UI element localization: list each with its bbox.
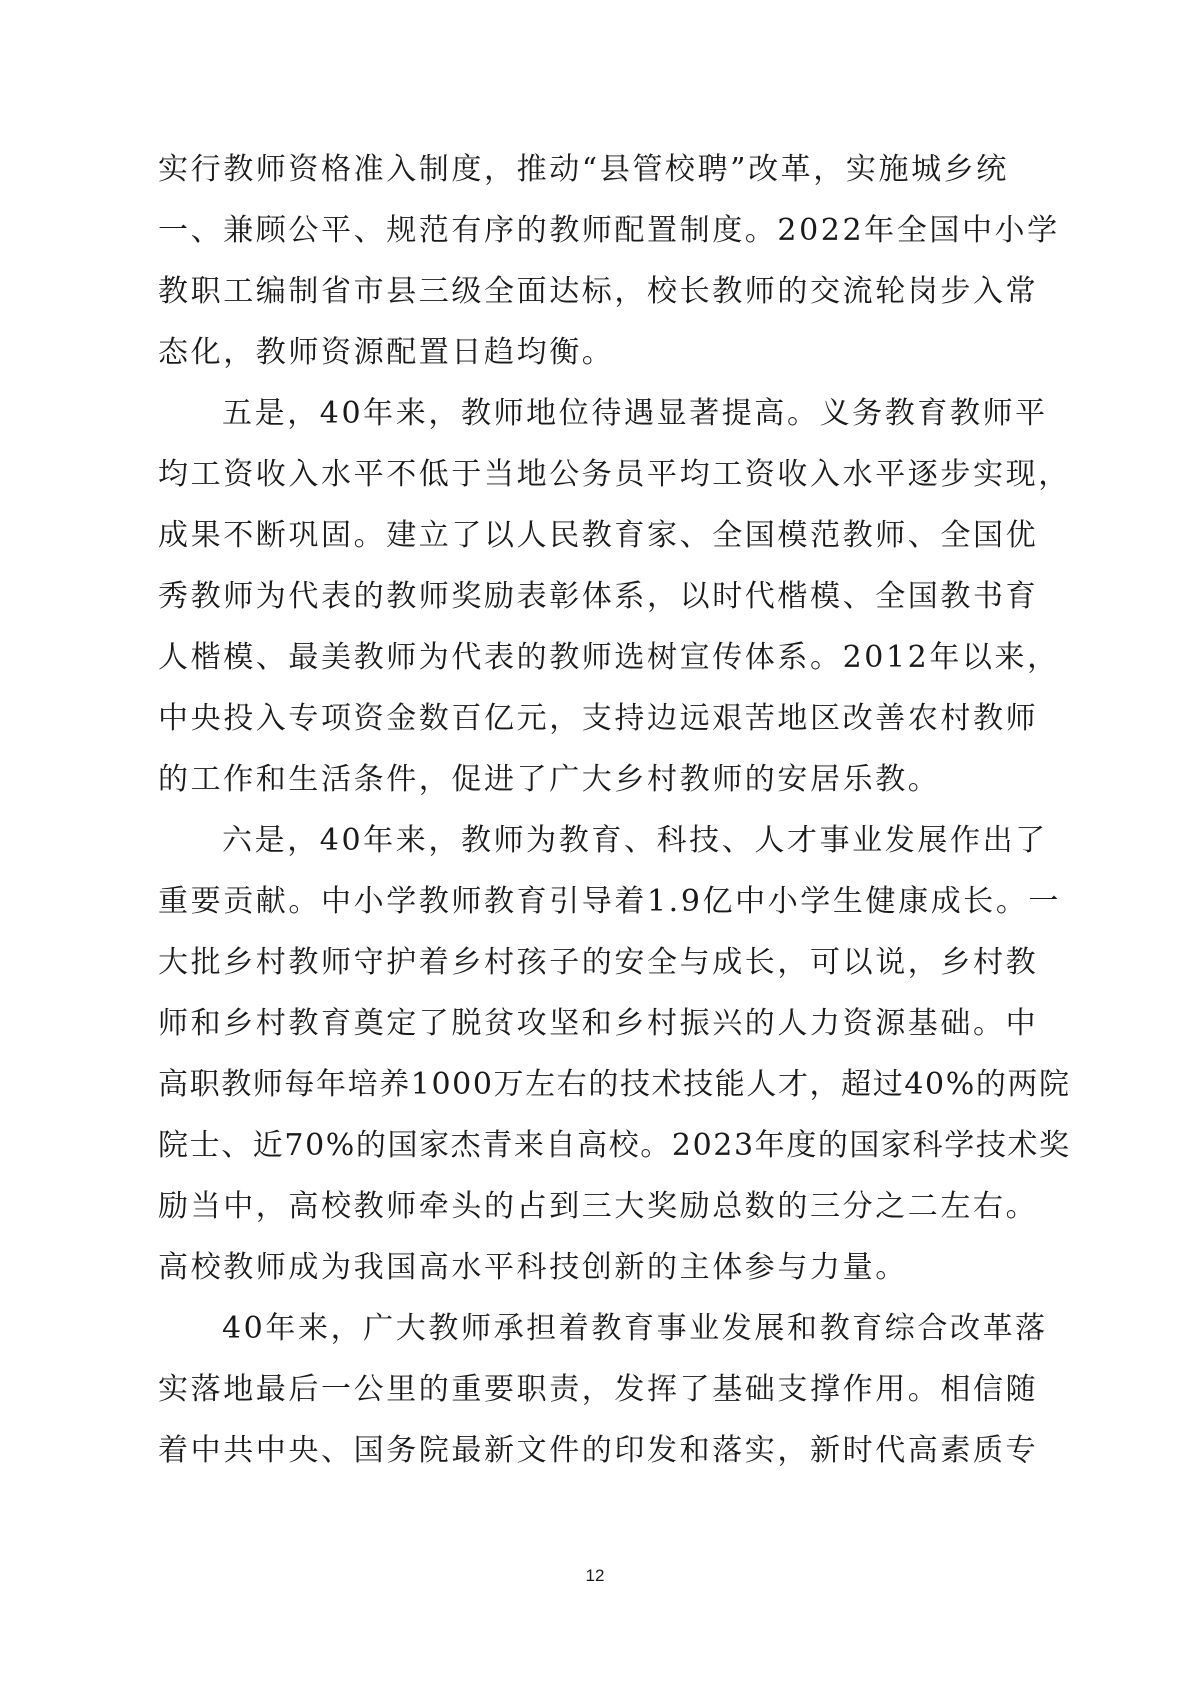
text-line: 师和乡村教育奠定了脱贫攻坚和乡村振兴的人力资源基础。中 [158, 1006, 1039, 1041]
page-number: 12 [585, 1566, 605, 1585]
text-line: 励当中，高校教师牵头的占到三大奖励总数的三分之二左右。 [158, 1189, 1039, 1224]
text-line: 均工资收入水平不低于当地公务员平均工资收入水平逐步实现， [158, 457, 1071, 492]
paragraph-start-line: 五是，40年来，教师地位待遇显著提高。义务教育教师平 [222, 396, 1048, 431]
text-line: 高职教师每年培养1000万左右的技术技能人才，超过40%的两院 [158, 1067, 1071, 1102]
text-line: 中央投入专项资金数百亿元，支持边远艰苦地区改善农村教师 [158, 701, 1039, 736]
text-line: 人楷模、最美教师为代表的教师选树宣传体系。2012年以来， [158, 640, 1060, 675]
text-line: 着中共中央、国务院最新文件的印发和落实，新时代高素质专 [158, 1433, 1039, 1468]
text-line: 实落地最后一公里的重要职责，发挥了基础支撑作用。相信随 [158, 1372, 1039, 1407]
text-line: 的工作和生活条件，促进了广大乡村教师的安居乐教。 [158, 762, 941, 797]
text-line: 成果不断巩固。建立了以人民教育家、全国模范教师、全国优 [158, 518, 1039, 553]
text-line: 重要贡献。中小学教师教育引导着1.9亿中小学生健康成长。一 [158, 884, 1062, 919]
paragraph-start-line: 六是，40年来，教师为教育、科技、人才事业发展作出了 [222, 823, 1048, 858]
text-line: 院士、近70%的国家杰青来自高校。2023年度的国家科学技术奖 [158, 1128, 1071, 1163]
text-line: 秀教师为代表的教师奖励表彰体系，以时代楷模、全国教书育 [158, 579, 1039, 614]
text-line: 一、兼顾公平、规范有序的教师配置制度。2022年全国中小学 [158, 213, 1060, 248]
text-line: 大批乡村教师守护着乡村孩子的安全与成长，可以说，乡村教 [158, 945, 1039, 980]
text-line: 实行教师资格准入制度，推动“县管校聘”改革，实施城乡统 [158, 152, 1009, 187]
text-line: 态化，教师资源配置日趋均衡。 [158, 335, 615, 370]
text-line: 教职工编制省市县三级全面达标，校长教师的交流轮岗步入常 [158, 274, 1039, 309]
paragraph-start-line: 40年来，广大教师承担着教育事业发展和教育综合改革落 [222, 1311, 1048, 1346]
text-line: 高校教师成为我国高水平科技创新的主体参与力量。 [158, 1250, 908, 1285]
